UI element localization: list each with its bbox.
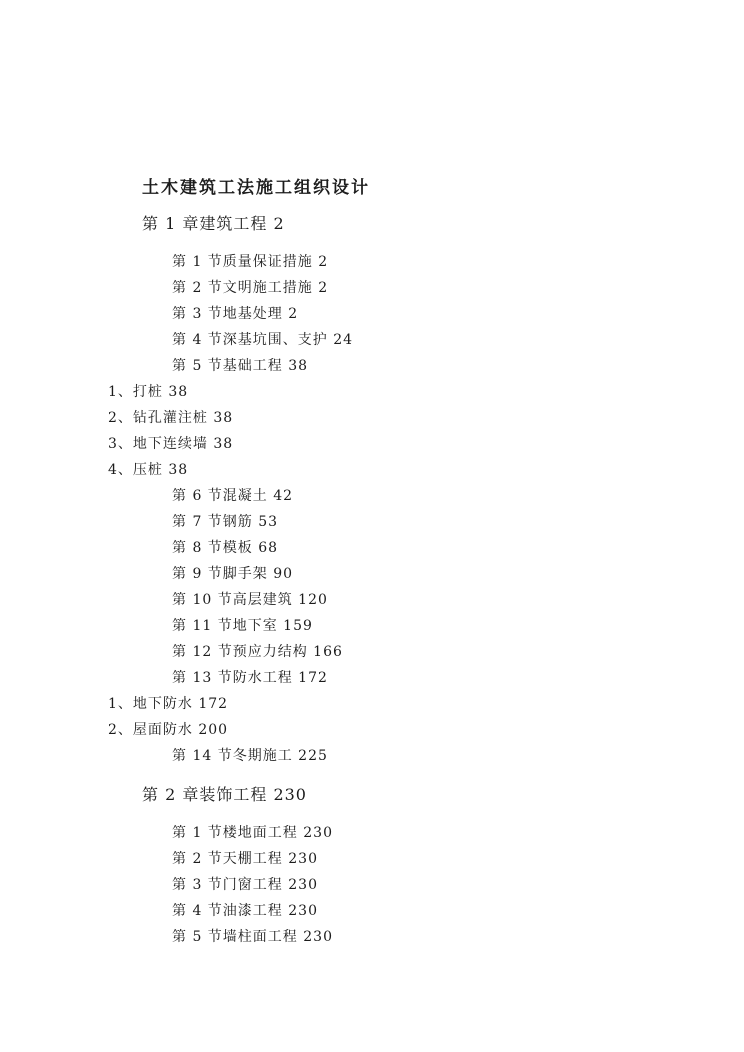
- toc-entry-section: 第 2 节天棚工程 230: [172, 851, 318, 867]
- document-title: 土木建筑工法施工组织设计: [142, 178, 370, 198]
- toc-entry-item: 2、屋面防水 200: [108, 722, 229, 738]
- toc-entry-section: 第 13 节防水工程 172: [172, 670, 328, 686]
- toc-entry-section: 第 10 节高层建筑 120: [172, 592, 328, 608]
- toc-entry-item: 1、打桩 38: [108, 384, 189, 400]
- toc-entry-section: 第 12 节预应力结构 166: [172, 644, 343, 660]
- toc-entry-chapter: 第 2 章装饰工程 230: [142, 785, 307, 804]
- toc-entry-section: 第 8 节模板 68: [172, 540, 279, 556]
- toc-entry-section: 第 2 节文明施工措施 2: [172, 280, 329, 296]
- toc-entries: [0, 214, 744, 950]
- toc-entry-section: 第 9 节脚手架 90: [172, 566, 294, 582]
- toc-entry-section: 第 11 节地下室 159: [172, 618, 313, 634]
- toc-entry-item: 1、地下防水 172: [108, 696, 229, 712]
- toc-entry-item: 3、地下连续墙 38: [108, 436, 234, 452]
- toc-entry-section: 第 3 节地基处理 2: [172, 306, 299, 322]
- toc-entry-section: 第 4 节油漆工程 230: [172, 903, 318, 919]
- toc-entry-chapter: 第 1 章建筑工程 2: [142, 214, 285, 233]
- toc-entry-section: 第 5 节基础工程 38: [172, 358, 309, 374]
- toc-entry-section: 第 14 节冬期施工 225: [172, 748, 328, 764]
- toc-entry-section: 第 1 节楼地面工程 230: [172, 825, 333, 841]
- toc-entry-item: 2、钻孔灌注桩 38: [108, 410, 234, 426]
- toc-entry-section: 第 5 节墙柱面工程 230: [172, 929, 333, 945]
- toc-entry-section: 第 7 节钢筋 53: [172, 514, 279, 530]
- toc-entry-section: 第 6 节混凝土 42: [172, 488, 294, 504]
- toc-entry-section: 第 1 节质量保证措施 2: [172, 254, 329, 270]
- toc-entry-section: 第 4 节深基坑围、支护 24: [172, 332, 354, 348]
- toc-entry-section: 第 3 节门窗工程 230: [172, 877, 318, 893]
- toc-entry-item: 4、压桩 38: [108, 462, 189, 478]
